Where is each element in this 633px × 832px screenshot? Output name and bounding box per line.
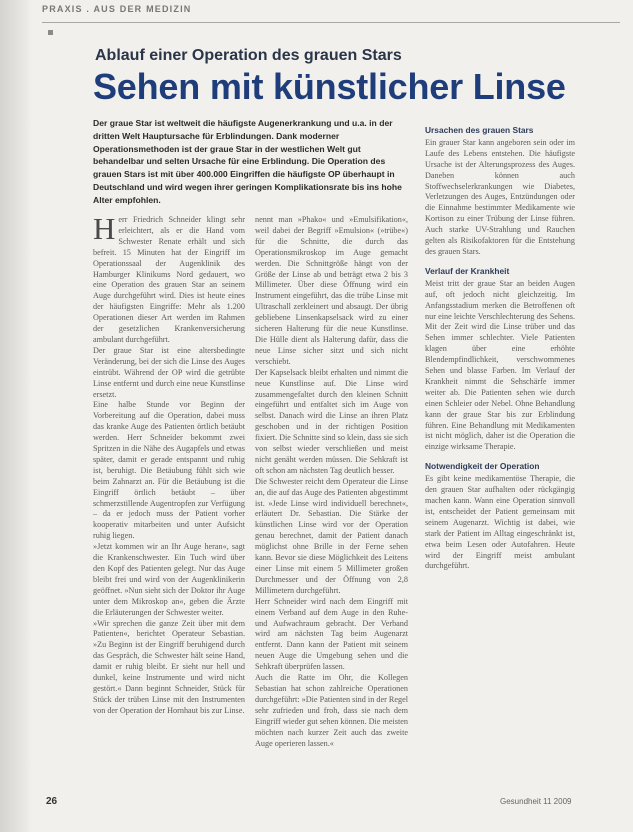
- article-title: Sehen mit künstlicher Linse: [93, 66, 566, 107]
- drop-cap: H: [93, 215, 116, 246]
- body-column-1: [93, 215, 245, 753]
- sidebar-paragraph: Ein grauer Star kann angeboren sein oder im Laufe des Lebens entstehen. Die häufigste Ursache ist der Alterungsprozess des Auges. Daneben können auch Stoffwechselerkrankungen wie Diabetes, Verletzungen des Auges, Entzündungen oder die Einnahme bestimmter Medikamente wie Kortison zu einer Trübung der Linse führen. Auch starke UV-Strahlung und Rauchen gelten als Risikofaktoren für die Entstehung des grauen Stars.: [425, 137, 575, 256]
- page-number: 26: [46, 796, 58, 807]
- body-paragraph: Eine halbe Stunde vor Beginn der Vorbereitung auf die Operation, dabei muss das kranke Auge des Patienten örtlich betäubt werden. Herr Schneider bekommt zwei Spritzen in die Nähe des Augapfels und etwas später, damit er gerade entspannt und ruhig ist, beruhigt. Die Betäubung fühlt sich wie beim Zahnarzt an. Für die Betäubung ist die Eingriff örtlich betäubt – über schmerzstillende Augentropfen zur Verfügung – da er jedoch muss der Patient vorher kooperativ mitarbeiten und unter Aufsicht ruhig liegen.: [93, 400, 245, 541]
- body-paragraph: Herr Friedrich Schneider klingt sehr erleichtert, als er die Hand vom Schwester Renate erhält und sich befreit. 15 Minuten hat der Eingriff im Operationssaal der Augenklinik des Hamburger Klinikums Nord gedauert, wo eine Operation des grauen Star an seinem Auge durchgeführt wird. Dies ist heute eines der häufigsten Eingriffe: Mehr als 1.200 Operationen dieser Art werden im Rahmen der gesetzlichen Krankenversicherung ambulant durchgeführt.: [93, 215, 245, 344]
- body-paragraph: Die Schwester reicht dem Operateur die Linse an, die auf das Auge des Patienten abgestimmt ist. »Jede Linse wird individuell berechnet«, erläutert Dr. Sebastian. Die Stärke der künstlichen Linse wird vor der Operation genau berechnet, damit der Patient danach möglichst ohne Brille in der Ferne sehen kann. Bevor sie diese Möglichkeit des Leitens einer Linse mit einem 5 Millimeter großen Durchmesser und der Öffnung von 2,8 Millimetern durchgeführt.: [255, 476, 408, 595]
- sidebar-paragraph: Meist tritt der graue Star an beiden Augen auf, oft jedoch nicht gleichzeitig. Im Anfangsstadium merken die Betroffenen oft nur eine leichte Verschlechterung des Sehens. Mit der Zeit wird die Linse trüber und das Sehen immer schlechter. Viele Patienten klagen über eine erhöhte Blendempfindlichkeit, verschwommenes Sehen und blasse Farben. Im Verlauf der Krankheit nimmt die Sehschärfe immer weiter ab. Die Patienten sehen wie durch einen Schleier oder Nebel. Ohne Behandlung kann der graue Star bis zur Erblindung führen. Eine Behandlung mit Medikamenten ist nicht möglich, daher ist die Operation die einzige wirksame Therapie.: [425, 278, 575, 452]
- spacer: [425, 258, 575, 266]
- book-gutter-shadow: [0, 0, 32, 832]
- body-paragraph: »Wir sprechen die ganze Zeit über mit dem Patienten«, berichtet Operateur Sebastian. »Zu Beginn ist der Eingriff beruhigend durch das Gespräch, die Schwester hält seine Hand, damit er ruhig bleibt. Er sieht nur hell und dunkel, keine Instrumente und wird nicht gestört.« Dann beginnt Schneider, Stück für Stück der trüben Linse mit den Instrumenten von der Operation der Hornhaut bis zur Linse.: [93, 618, 245, 715]
- body-column-2: [255, 215, 408, 761]
- issue-footer: Gesundheit 11 2009: [500, 797, 572, 806]
- spacer: [425, 453, 575, 461]
- article-subtitle: Ablauf einer Operation des grauen Stars: [95, 47, 402, 64]
- header-rule: [42, 22, 620, 23]
- sidebar-heading: Verlauf der Krankheit: [425, 265, 510, 276]
- body-paragraph: Auch die Ratte im Ohr, die Kollegen Sebastian hat schon zahlreiche Operationen durchgeführt: »Die Patienten sind in der Regel sehr zufrieden und froh, dass sie nach dem Eingriff wieder gut sehen können. Die meisten möchten nach kurzer Zeit auch das zweite Auge operieren lassen.«: [255, 673, 408, 748]
- body-paragraph: Der graue Star ist eine altersbedingte Veränderung, bei der sich die Linse des Auges eintrübt. Während der OP wird die getrübte Linse entfernt und durch eine neue Kunstlinse ersetzt.: [93, 345, 245, 399]
- section-label: PRAXIS . AUS DER MEDIZIN: [42, 4, 192, 14]
- rubric-square-icon: [48, 30, 53, 35]
- body-paragraph: Herr Schneider wird nach dem Eingriff mit einem Verband auf dem Auge in den Ruhe- und Aufwachraum gebracht. Der Verband wird am nächsten Tag beim Augenarzt entfernt. Dann kann der Patient mit seinem neuen Auge die Umgebung sehen und die Sehkraft überprüfen lassen.: [255, 596, 408, 672]
- body-paragraph: »Jetzt kommen wir an Ihr Auge heran«, sagt die Krankenschwester. Ein Tuch wird über den Kopf des Patienten gelegt. Nur das Auge bleibt frei und wird von der Augenklinikerin geöffnet. »Nun sieht sich der Doktor ihr Auge unter dem Mikroskop an«, geben die Ärzte die Erläuterungen der Schwester weiter.: [93, 542, 245, 617]
- sidebar-paragraph: Es gibt keine medikamentöse Therapie, die den grauen Star aufhalten oder rückgängig machen kann. Wann eine Operation sinnvoll ist, entscheidet der Patient gemeinsam mit seinem Augenarzt. Wichtig ist dabei, wie stark der Patient im Alltag eingeschränkt ist, etwa beim Lesen oder Autofahren. Heute wird der Eingriff meist ambulant durchgeführt.: [425, 474, 575, 571]
- body-paragraph: nennt man »Phako« und »Emulsifikation«, weil dabei der Begriff »Emulsion« (»trübe«) für die Schnitte, die durch das Operationsmikroskop im Auge gemacht werden. Die Schnittgröße hängt von der Größe der Linse ab und beträgt etwa 2 bis 3 Millimeter. Über diese Öffnung wird ein Instrument eingeführt, das die trübe Linse mit Ultraschall zerkleinert und absaugt. Der übrig gebliebene Linsenkapselsack wird zu einer sicheren Halterung für die neue Kunstlinse. Die Hülle dient als Halterung dafür, dass die neue Linse sicher sitzt und sich nicht verschiebt.: [255, 215, 408, 366]
- sidebar-heading: Notwendigkeit der Operation: [425, 461, 540, 472]
- sidebar-heading: Ursachen des grauen Stars: [425, 125, 534, 135]
- body-paragraph: Der Kapselsack bleibt erhalten und nimmt die neue Kunstlinse auf. Die Linse wird zusammengefaltet durch den kleinen Schnitt eingeführt und entfaltet sich im Auge von selbst. Danach wird die Linse an ihren Platz geschoben und in der richtigen Position fixiert. Die Schnitte sind so klein, dass sie sich von selbst wieder verschließen und meist nicht genäht werden müssen. Die Sehkraft ist oft schon am nächsten Tag deutlich besser.: [255, 367, 408, 475]
- sidebar-column: [425, 125, 575, 795]
- article-lead: Der graue Star ist weltweit die häufigste Augenerkrankung und u.a. in der dritten Welt Hauptursache für Erblindungen. Dank moderner Operationsmethoden ist der graue Star in der westlichen Welt gut behandelbar und selten Ursache für eine Erblindung. Die Operation des grauen Stars ist mit über 400.000 Eingriffen die häufigste OP überhaupt in Deutschland und wird wegen ihrer geringen Komplikationsrate bis ins hohe Alter empfohlen.: [93, 118, 402, 205]
